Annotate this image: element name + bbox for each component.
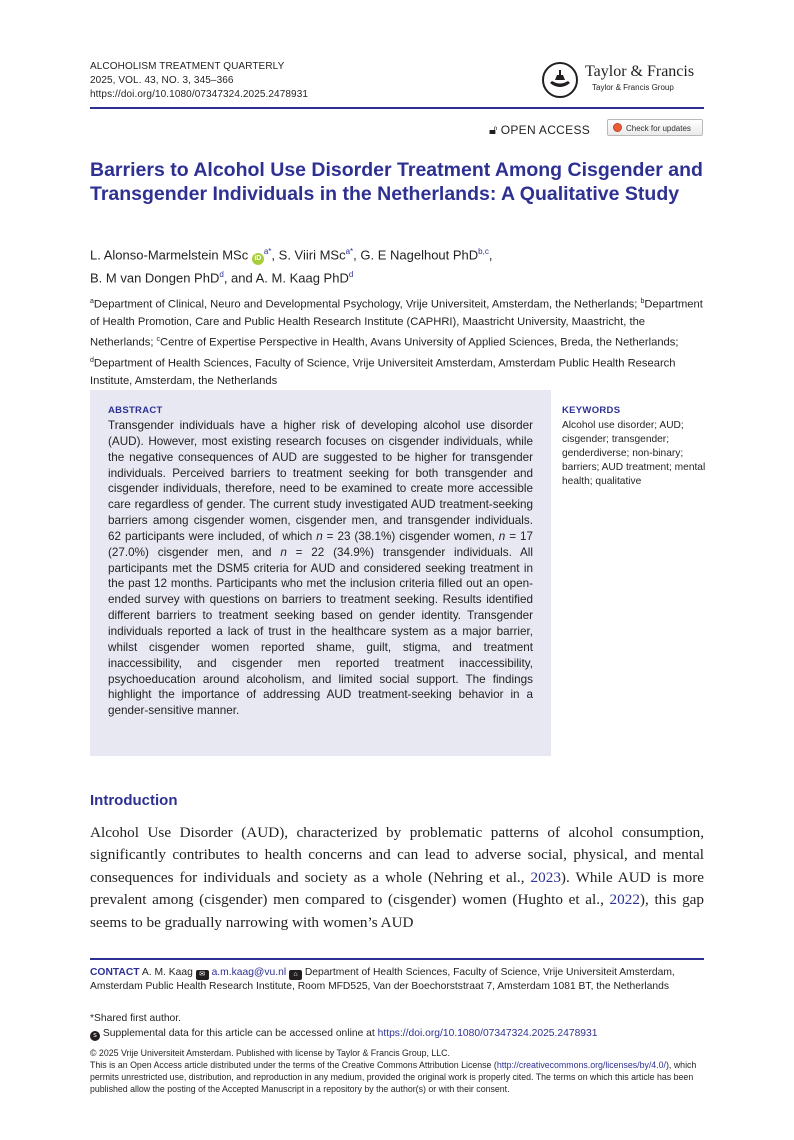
abstract-part: = 17 (27.0%) cisgender men, and <box>108 529 533 559</box>
author-sup: b,c <box>478 247 489 256</box>
supplemental-link[interactable]: https://doi.org/10.1080/07347324.2025.2478931 <box>377 1028 598 1039</box>
abstract-text <box>108 418 533 719</box>
license-part: This is an Open Access article distributed under the terms of the Creative Commons Attribution License ( <box>90 1060 497 1070</box>
supplemental-note <box>90 1028 598 1041</box>
author-name: L. Alonso-Marmelstein MSc <box>90 247 249 263</box>
affil-c: Centre of Expertise Perspective in Health, Avans University of Applied Sciences, Breda, the Netherlands; <box>160 336 679 349</box>
header-rule <box>90 107 704 109</box>
publisher-group: Taylor & Francis Group <box>592 83 674 92</box>
contact-label: CONTACT <box>90 967 140 978</box>
author-list <box>90 242 710 288</box>
check-for-updates-label: Check for updates <box>626 124 691 133</box>
affil-b: Department of Health Promotion, Care and Public Health Research Institute (CAPHRI), Maastricht University, Maastricht, the Netherlands; <box>90 298 703 349</box>
contact-block <box>90 966 710 995</box>
journal-doi-link[interactable]: https://doi.org/10.1080/07347324.2025.2478931 <box>90 89 309 100</box>
affil-a: Department of Clinical, Neuro and Developmental Psychology, Vrije Universiteit, Amsterdam, the Netherlands; <box>93 298 638 311</box>
abstract-n: n <box>316 529 323 543</box>
open-lock-icon: 🔓︎ <box>489 122 498 137</box>
author-sup: d <box>219 270 224 280</box>
affil-sup: d <box>90 357 94 365</box>
journal-name: ALCOHOLISM TREATMENT QUARTERLY <box>90 61 285 72</box>
email-icon: ✉ <box>196 970 209 980</box>
orcid-icon[interactable]: iD <box>252 253 264 265</box>
affiliations <box>90 293 710 390</box>
affil-sup: a <box>90 298 94 305</box>
taylor-francis-logo-icon <box>541 61 581 101</box>
citation-link[interactable]: 2022 <box>609 891 640 909</box>
abstract-part: Transgender individuals have a higher risk of developing alcohol use disorder (AUD). However, most existing research focuses on cisgender individuals, while the negative consequences of AUD are suggested to be higher for transgender individuals. Perceived barriers to treatment seeking for both transgender and cisgender individuals, therefore, need to be examined to create more accessible care regardless of gender. The current study investigated AUD treatment-seeking barriers among cisgender women, cisgender men, and transgender individuals. 62 participants were included, of which <box>108 419 533 543</box>
check-for-updates-button[interactable] <box>607 119 703 136</box>
author-sup: a* <box>263 247 272 256</box>
citation-link[interactable]: 2023 <box>530 868 561 886</box>
contact-address: Department of Health Sciences, Faculty of Science, Vrije Universiteit Amsterdam, Amsterdam Public Health Research Institute, Room MFD525, Van der Boechorststraat 7, Amsterdam 1081 BT, the Netherlands <box>90 967 675 993</box>
shared-author-note: *Shared first author. <box>90 1013 182 1024</box>
open-access-badge <box>489 122 590 138</box>
author-sup: a* <box>345 247 354 256</box>
license-part: ), which permits unrestricted use, distribution, and reproduction in any medium, provided the original work is properly cited. The terms on which this article has been published allow the posting of the Accepted Manuscript in a repository by the author(s) or with their consent. <box>90 1060 697 1094</box>
keywords-text: Alcohol use disorder; AUD; cisgender; transgender; genderdiverse; non-binary; barriers; AUD treatment; mental health; qualitative <box>562 420 706 487</box>
publisher-name: Taylor & Francis <box>585 63 695 80</box>
author-name: , and A. M. Kaag PhD <box>223 270 349 286</box>
article-title: Barriers to Alcohol Use Disorder Treatment Among Cisgender and Transgender Individuals in the Netherlands: A Qualitative Study <box>90 159 703 205</box>
intro-text: ). While AUD is more prevalent among (cisgender) men compared to (cisgender) women (Hughto et al., <box>90 868 705 909</box>
keywords-heading: KEYWORDS <box>562 405 621 416</box>
author-name: , S. Viiri MSc <box>271 247 346 263</box>
abstract-part: = 23 (38.1%) cisgender women, <box>322 529 499 543</box>
contact-name: A. M. Kaag <box>141 967 193 978</box>
abstract-heading: ABSTRACT <box>108 405 163 416</box>
copyright-block <box>90 1047 710 1095</box>
open-access-label: OPEN ACCESS <box>500 123 591 137</box>
affil-d: Department of Health Sciences, Faculty of Science, Vrije Universiteit Amsterdam, Amsterdam Public Health Research Institute, Amsterdam, the Netherlands <box>90 357 676 388</box>
footer-rule <box>90 958 704 960</box>
address-icon: ⌂ <box>289 970 302 980</box>
contact-email-link[interactable]: a.m.kaag@vu.nl <box>211 967 287 978</box>
intro-text: ), this gap seems to be gradually narrowing with women’s AUD <box>90 891 704 931</box>
supplemental-text: Supplemental data for this article can be accessed online at <box>102 1028 378 1039</box>
author-name: , G. E Nagelhout PhD <box>353 247 479 263</box>
abstract-n: n <box>498 529 506 543</box>
author-sup: d <box>348 270 354 280</box>
introduction-heading: Introduction <box>90 792 178 809</box>
affil-sup: c <box>156 336 161 344</box>
intro-text: Alcohol Use Disorder (AUD), characterized by problematic patterns of alcohol consumption, significantly contributes to health concerns and can lead to adverse social, physical, and mental consequences for individuals and society as a whole (Nehring et al., <box>90 824 704 886</box>
abstract-n: n <box>280 545 287 559</box>
supplement-icon: s <box>90 1031 100 1041</box>
crossmark-icon <box>613 123 622 132</box>
license-link[interactable]: http://creativecommons.org/licenses/by/4.0/ <box>496 1060 666 1070</box>
journal-info <box>90 60 308 102</box>
introduction-paragraph <box>90 822 704 934</box>
license-text <box>90 1059 710 1095</box>
author-name: B. M van Dongen PhD <box>90 270 220 286</box>
author-sep: , <box>488 247 493 263</box>
abstract-part: = 22 (34.9%) transgender individuals. All participants met the DSM5 criteria for AUD and considered seeking treatment in the past 12 months. Participants who met the inclusion criteria filled out an open-ended survey with questions on barriers to treatment seeking. Results identified different barriers to treatment seeking based on gender identity. Transgender individuals reported a lack of trust in the healthcare system as a major barrier, whilst cisgender women reported shame, guilt, stigma, and treatment inaccessibility, and cisgender men reported treatment inaccessibility, psychoeducation around alcoholism, and limited social support. The findings highlight the importance of addressing AUD treatment-seeking behavior in a gender-sensitive manner. <box>108 545 533 718</box>
affil-sup: b <box>640 298 645 305</box>
copyright-line: © 2025 Vrije Universiteit Amsterdam. Published with license by Taylor & Francis Group, LLC. <box>90 1048 450 1058</box>
journal-volume: 2025, VOL. 43, NO. 3, 345–366 <box>90 75 234 86</box>
